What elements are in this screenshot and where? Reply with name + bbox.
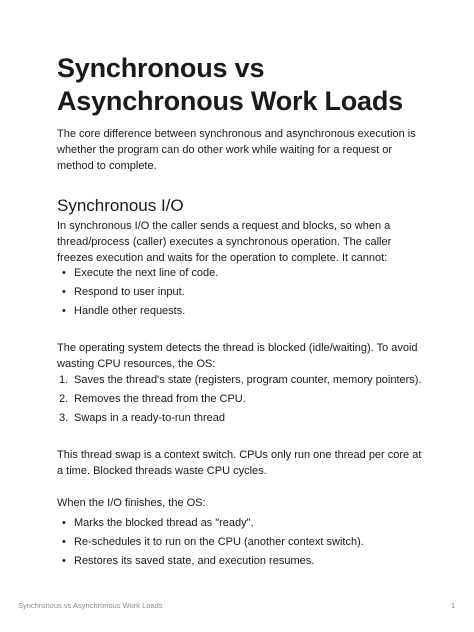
sync-paragraph: In synchronous I/O the caller sends a request and blocks, so when a thread/process (caller) executes a synchronous operation. The caller freezes execution and waits for the operation to complete. It cannot: — [57, 220, 392, 264]
list-item: 3. Swaps in a ready-to-run thread — [59, 412, 226, 424]
page-title: Synchronous vs Asynchronous Work Loads — [57, 53, 403, 116]
list-item: 1. Saves the thread's state (registers, program counter, memory pointers). — [59, 374, 422, 386]
list-item: • Re-schedules it to run on the CPU (another context switch). — [62, 536, 364, 548]
list-item: • Marks the blocked thread as "ready". — [62, 517, 254, 529]
bullet-icon: • — [62, 267, 66, 279]
bullet-icon: • — [62, 555, 66, 567]
bullet-icon: • — [62, 286, 66, 298]
io-finish-paragraph: When the I/O finishes, the OS: — [57, 497, 206, 509]
section-heading: Synchronous I/O — [57, 196, 184, 215]
cannot-list — [57, 265, 429, 322]
list-item: • Restores its saved state, and execution resumes. — [62, 555, 315, 567]
os-paragraph: The operating system detects the thread is blocked (idle/waiting). To avoid wasting CPU resources, the OS: — [57, 342, 418, 370]
list-item: • Handle other requests. — [62, 305, 186, 317]
context-switch-paragraph: This thread swap is a context switch. CPUs only run one thread per core at a time. Blocked threads waste CPU cycles. — [57, 449, 422, 477]
bullet-icon: • — [62, 536, 66, 548]
list-item: • Respond to user input. — [62, 286, 185, 298]
page-number: 1 — [451, 601, 456, 610]
intro-paragraph: The core difference between synchronous and asynchronous execution is whether the program can do other work while waiting for a request or method to complete. — [57, 128, 416, 172]
io-finish-list — [57, 515, 429, 572]
bullet-icon: • — [62, 305, 66, 317]
bullet-icon: • — [62, 517, 66, 529]
os-steps-list — [57, 372, 429, 429]
list-item: • Execute the next line of code. — [62, 267, 219, 279]
footer-text: Synchronous vs Asynchronous Work Loads — [18, 601, 163, 610]
list-item: 2. Removes the thread from the CPU. — [59, 393, 246, 405]
